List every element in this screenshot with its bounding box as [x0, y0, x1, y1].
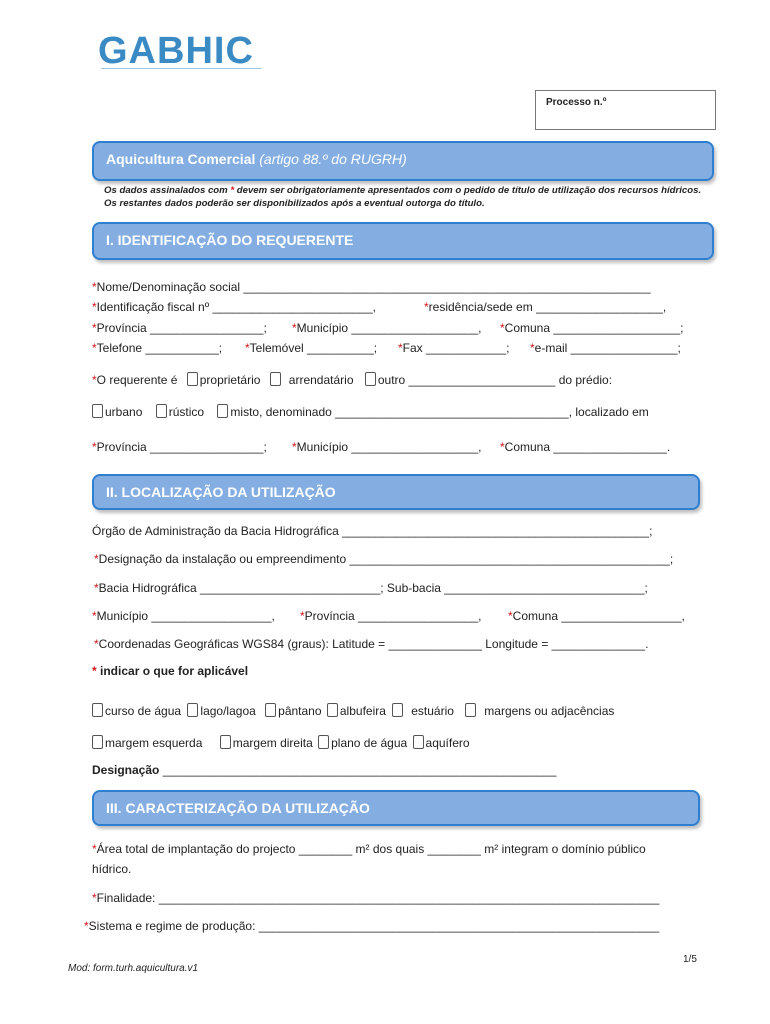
checkbox-urbano[interactable] — [92, 404, 103, 418]
checkbox-lago[interactable] — [187, 703, 198, 717]
field-fax[interactable]: *Fax ____________; — [398, 341, 510, 355]
field-coordenadas[interactable]: *Coordenadas Geográficas WGS84 (graus): Latitude = ______________ Longitude = ______________. — [94, 637, 649, 651]
checkbox-estuario[interactable] — [392, 703, 403, 717]
field-designacao[interactable]: Designação ___________________________________________________________ — [92, 763, 557, 777]
field-residencia[interactable]: *residência/sede em ___________________, — [424, 300, 667, 314]
field-comuna2[interactable]: *Comuna _________________. — [500, 440, 671, 454]
section1-title: I. IDENTIFICAÇÃO DO REQUERENTE — [106, 232, 354, 248]
logo-underline — [101, 68, 261, 72]
field-comuna3[interactable]: *Comuna __________________, — [508, 609, 685, 623]
water-type-row: curso de água lago/lagoa pântano albufeira estuário margens ou adjacências — [92, 703, 614, 718]
field-municipio[interactable]: *Município ___________________, — [292, 321, 482, 335]
field-area[interactable]: *Área total de implantação do projecto ________ m² dos quais ________ m² integram o domínio público — [92, 842, 646, 856]
processo-label: Processo n.º — [546, 97, 607, 108]
checkbox-pantano[interactable] — [265, 703, 276, 717]
section2-title: II. LOCALIZAÇÃO DA UTILIZAÇÃO — [106, 484, 336, 500]
requerente-row: *O requerente é proprietário arrendatário outro ______________________ do prédio: — [92, 373, 613, 387]
checkbox-margem-esq[interactable] — [92, 735, 103, 749]
title-main: Aquicultura Comercial — [106, 151, 256, 167]
field-email[interactable]: *e-mail ________________; — [530, 341, 681, 355]
processo-box[interactable] — [535, 90, 716, 130]
field-sistema[interactable]: *Sistema e regime de produção: ____________________________________________________________ — [84, 919, 660, 933]
logo — [98, 30, 268, 78]
field-area-cont: hídrico. — [92, 862, 132, 876]
checkbox-outro[interactable] — [365, 372, 376, 386]
checkbox-margem-dir[interactable] — [220, 735, 231, 749]
checkbox-curso[interactable] — [92, 703, 103, 717]
field-finalidade[interactable]: *Finalidade: ___________________________________________________________________________ — [92, 891, 660, 905]
field-orgao[interactable]: Órgão de Administração da Bacia Hidrográfica ______________________________________________; — [92, 524, 653, 538]
field-identificacao[interactable]: *Identificação fiscal nº ________________________, — [92, 300, 376, 314]
title-sub: (artigo 88.º do RUGRH) — [259, 151, 407, 167]
section3-title: III. CARACTERIZAÇÃO DA UTILIZAÇÃO — [106, 800, 370, 816]
indicar-note: * indicar o que for aplicável — [92, 664, 249, 678]
form-code: Mod: form.turh.aquicultura.v1 — [68, 963, 199, 974]
field-nome[interactable]: *Nome/Denominação social _____________________________________________________________ — [92, 280, 651, 294]
section3-banner — [92, 790, 700, 826]
section2-banner — [92, 474, 700, 510]
logo-text: GABHIC — [98, 30, 254, 72]
field-designacao-instalacao[interactable]: *Designação da instalação ou empreendimento ________________________________________________; — [94, 552, 674, 566]
margin-row: margem esquerda margem direita plano de água aquífero — [92, 735, 470, 750]
predio-row: urbano rústico misto, denominado ___________________________________, localizado em — [92, 404, 649, 419]
checkbox-margens[interactable] — [465, 703, 476, 717]
field-municipio2[interactable]: *Município ___________________, — [292, 440, 482, 454]
field-telefone[interactable]: *Telefone ___________; — [92, 341, 223, 355]
checkbox-plano[interactable] — [318, 735, 329, 749]
field-provincia[interactable]: *Província _________________; — [92, 321, 267, 335]
checkbox-aquifero[interactable] — [413, 735, 424, 749]
field-comuna[interactable]: *Comuna ___________________; — [500, 321, 684, 335]
field-provincia2[interactable]: *Província _________________; — [92, 440, 267, 454]
note-text: Os dados assinalados com * devem ser obrigatoriamente apresentados com o pedido de título de utilização dos recursos hídricos. Os restantes dados poderão ser disponibilizados após a eventual outorga do título. — [104, 185, 702, 209]
checkbox-arrendatario[interactable] — [270, 372, 281, 386]
checkbox-proprietario[interactable] — [187, 372, 198, 386]
title-banner — [92, 141, 714, 181]
field-telemovel[interactable]: *Telemóvel __________; — [245, 341, 378, 355]
checkbox-rustico[interactable] — [156, 404, 167, 418]
page-number: 1/5 — [683, 954, 697, 965]
field-municipio3[interactable]: *Município __________________, — [92, 609, 275, 623]
section1-banner — [92, 222, 714, 260]
field-provincia3[interactable]: *Província __________________, — [300, 609, 482, 623]
checkbox-misto[interactable] — [217, 404, 228, 418]
field-bacia[interactable]: *Bacia Hidrográfica ___________________________; Sub-bacia ______________________________; — [94, 581, 648, 595]
checkbox-albufeira[interactable] — [327, 703, 338, 717]
